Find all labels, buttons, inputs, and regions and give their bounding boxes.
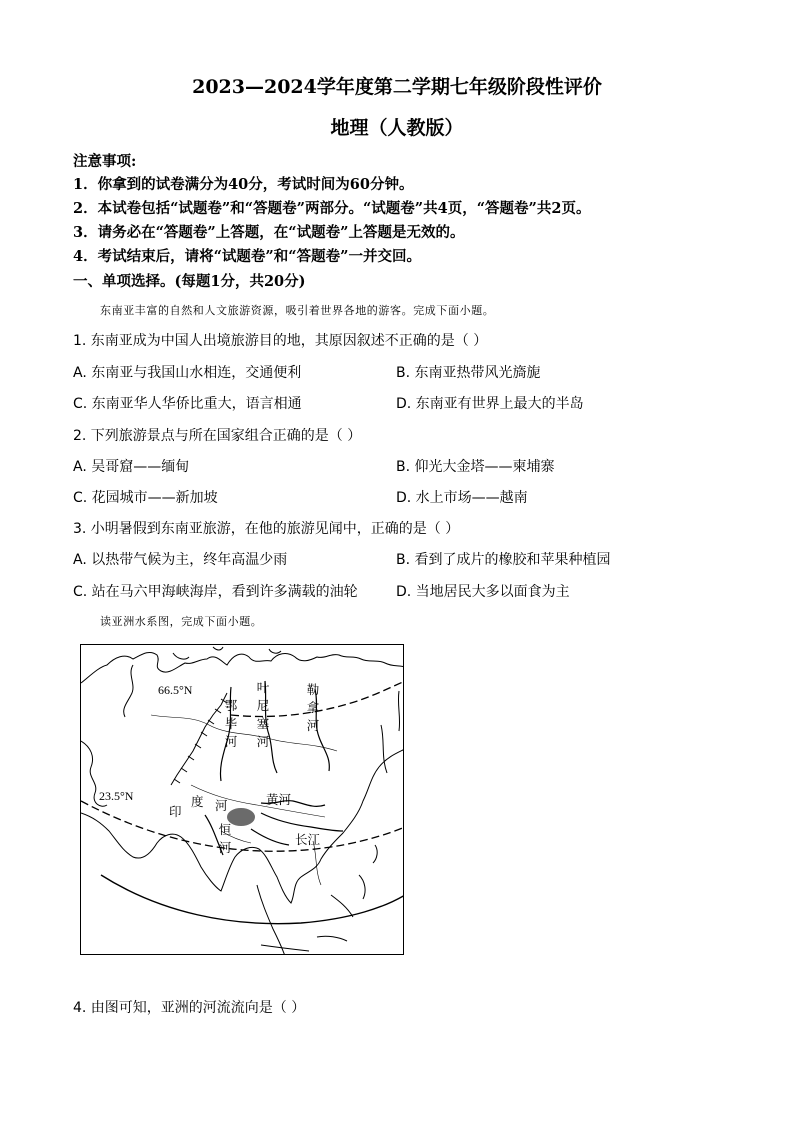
east-coast (381, 691, 400, 773)
option-b[interactable]: B. 东南亚热带风光旖旎 (396, 365, 541, 381)
question-stem: 1. 东南亚成为中国人出境旅游目的地，其原因叙述不正确的是（ ） (73, 333, 488, 349)
notes-heading: 注意事项: (73, 153, 137, 170)
option-c[interactable]: C. 站在马六甲海峡海岸，看到许多满载的油轮 (73, 584, 358, 600)
option-a[interactable]: A. 东南亚与我国山水相连，交通便利 (73, 365, 302, 381)
group-intro: 读亚洲水系图，完成下面小题。 (100, 615, 263, 628)
archipelago (331, 845, 377, 917)
group-intro: 东南亚丰富的自然和人文旅游资源，吸引着世界各地的游客。完成下面小题。 (100, 304, 495, 317)
indus-label-right: 度 (191, 794, 204, 809)
yellow-river-label: 黄河 (266, 792, 292, 807)
note-item: 1．你拿到的试卷满分为40分，考试时间为60分钟。 (73, 176, 414, 193)
ob-river-label: 鄂毕河 (224, 698, 238, 749)
hatch-marks (174, 699, 227, 783)
option-c[interactable]: C. 花园城市——新加坡 (73, 490, 218, 506)
question-stem: 2. 下列旅游景点与所在国家组合正确的是（ ） (73, 428, 362, 444)
option-b[interactable]: B. 仰光大金塔——柬埔寨 (396, 459, 555, 475)
option-b[interactable]: B. 看到了成片的橡胶和苹果种植园 (396, 552, 611, 568)
option-a[interactable]: A. 吴哥窟——缅甸 (73, 459, 190, 475)
page-title: 2023—2024学年度第二学期七年级阶段性评价 (192, 76, 602, 98)
islands (173, 647, 281, 659)
north-coast (81, 652, 404, 683)
indus-label-left: 印 (169, 804, 182, 819)
note-item: 2．本试卷包括“试题卷”和“答题卷”两部分。“试题卷”共4页，“答题卷”共2页。 (73, 200, 591, 217)
note-item: 4．考试结束后，请将“试题卷”和“答题卷”一并交回。 (73, 248, 421, 265)
note-item: 3．请务必在“答题卷”上答题，在“试题卷”上答题是无效的。 (73, 224, 465, 241)
yenisei-river-label: 叶尼塞河 (256, 680, 270, 749)
lena-river-label: 勒拿河 (306, 682, 320, 733)
option-c[interactable]: C. 东南亚华人华侨比重大，语言相通 (73, 396, 302, 412)
indus-river-label: 河 (215, 798, 228, 813)
equator-arc (101, 875, 404, 924)
option-d[interactable]: D. 东南亚有世界上最大的半岛 (396, 396, 584, 412)
asia-river-map (80, 644, 404, 955)
yangtze-river-label: 长江 (295, 832, 321, 847)
ganges-river (251, 829, 289, 845)
hatched-line (171, 693, 227, 785)
malay-peninsula (257, 885, 285, 955)
coast-detail (124, 665, 133, 717)
page-subtitle: 地理（人教版） (330, 117, 464, 139)
south-coast (81, 749, 404, 903)
ganges-river-label: 恒河 (218, 822, 232, 855)
question-stem: 4. 由图可知，亚洲的河流流向是（ ） (73, 1000, 306, 1016)
yangtze-river (261, 813, 343, 831)
option-d[interactable]: D. 水上市场——越南 (396, 490, 528, 506)
option-a[interactable]: A. 以热带气候为主，终年高温少雨 (73, 552, 288, 568)
arctic-circle-label: 66.5°N (158, 683, 193, 697)
border-line (191, 785, 325, 817)
tropic-label: 23.5°N (99, 789, 134, 803)
option-d[interactable]: D. 当地居民大多以面食为主 (396, 584, 570, 600)
section-heading: 一、单项选择。(每题1分，共20分) (73, 273, 306, 290)
question-stem: 3. 小明暑假到东南亚旅游，在他的旅游见闻中，正确的是（ ） (73, 521, 460, 537)
indonesia-coast (261, 936, 347, 951)
